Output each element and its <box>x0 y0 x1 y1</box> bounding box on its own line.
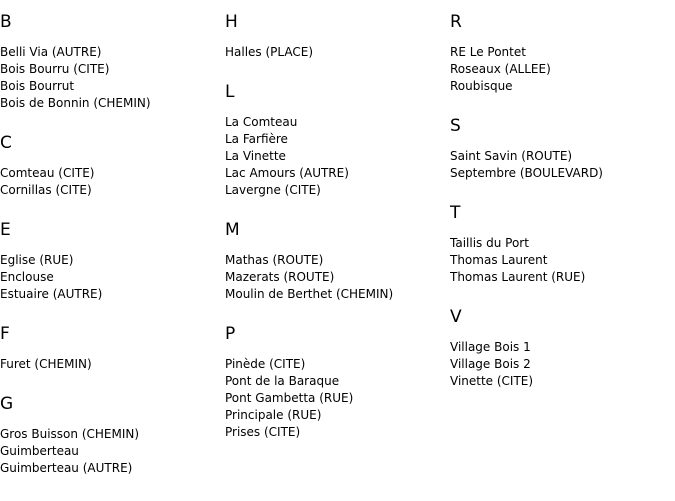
street-list <box>0 44 225 112</box>
street-link[interactable]: Pont Gambetta (RUE) <box>225 391 354 405</box>
street-list <box>450 339 675 390</box>
street-link[interactable]: Principale (RUE) <box>225 408 322 422</box>
letter-heading: H <box>225 12 238 32</box>
street-link[interactable]: Pont de la Baraque <box>225 374 340 388</box>
letter-heading: S <box>450 116 461 136</box>
street-link[interactable]: Enclouse <box>0 270 54 284</box>
letter-group-m <box>225 220 450 303</box>
street-link[interactable]: Village Bois 2 <box>450 357 531 371</box>
street-link[interactable]: La Comteau <box>225 115 298 129</box>
street-link[interactable]: Furet (CHEMIN) <box>0 357 92 371</box>
letter-heading: M <box>225 220 240 240</box>
street-list <box>0 356 225 373</box>
street-link[interactable]: Guimberteau (AUTRE) <box>0 461 133 475</box>
street-link[interactable]: Moulin de Berthet (CHEMIN) <box>225 287 394 301</box>
street-link[interactable]: Belli Via (AUTRE) <box>0 45 102 59</box>
letter-group-t <box>450 203 675 286</box>
letter-group-r <box>450 12 675 95</box>
street-list <box>450 235 675 286</box>
letter-heading: C <box>0 133 12 153</box>
street-link[interactable]: Lac Amours (AUTRE) <box>225 166 349 180</box>
letter-heading: L <box>225 82 235 102</box>
letter-group-b <box>0 12 225 112</box>
street-list <box>225 252 450 303</box>
letter-heading: E <box>0 220 11 240</box>
street-list <box>450 44 675 95</box>
letter-group-s <box>450 116 675 182</box>
letter-group-f <box>0 324 225 373</box>
street-list <box>225 356 450 441</box>
letter-group-c <box>0 133 225 199</box>
street-list <box>0 165 225 199</box>
directory-column-1 <box>0 12 225 498</box>
street-link[interactable]: RE Le Pontet <box>450 45 526 59</box>
street-list <box>0 426 225 477</box>
street-list <box>225 114 450 199</box>
street-link[interactable]: La Farfière <box>225 132 288 146</box>
letter-heading: V <box>450 307 462 327</box>
letter-heading: T <box>450 203 461 223</box>
street-link[interactable]: La Vinette <box>225 149 286 163</box>
street-link[interactable]: Roseaux (ALLEE) <box>450 62 551 76</box>
street-link[interactable]: Gros Buisson (CHEMIN) <box>0 427 140 441</box>
street-link[interactable]: Pinède (CITE) <box>225 357 306 371</box>
street-link[interactable]: Eglise (RUE) <box>0 253 74 267</box>
street-list <box>0 252 225 303</box>
street-link[interactable]: Vinette (CITE) <box>450 374 534 388</box>
letter-group-g <box>0 394 225 477</box>
street-link[interactable]: Mathas (ROUTE) <box>225 253 324 267</box>
street-link[interactable]: Bois Bourrut <box>0 79 75 93</box>
letter-heading: B <box>0 12 12 32</box>
street-link[interactable]: Bois de Bonnin (CHEMIN) <box>0 96 151 110</box>
street-link[interactable]: Thomas Laurent (RUE) <box>450 270 586 284</box>
letter-heading: P <box>225 324 236 344</box>
letter-group-e <box>0 220 225 303</box>
letter-heading: F <box>0 324 10 344</box>
letter-group-l <box>225 82 450 199</box>
street-link[interactable]: Comteau (CITE) <box>0 166 95 180</box>
street-link[interactable]: Cornillas (CITE) <box>0 183 92 197</box>
street-link[interactable]: Prises (CITE) <box>225 425 301 439</box>
street-link[interactable]: Village Bois 1 <box>450 340 531 354</box>
street-link[interactable]: Thomas Laurent <box>450 253 548 267</box>
street-link[interactable]: Mazerats (ROUTE) <box>225 270 335 284</box>
letter-heading: G <box>0 394 14 414</box>
street-link[interactable]: Taillis du Port <box>450 236 529 250</box>
street-link[interactable]: Saint Savin (ROUTE) <box>450 149 573 163</box>
letter-heading: R <box>450 12 462 32</box>
street-link[interactable]: Roubisque <box>450 79 513 93</box>
letter-group-h <box>225 12 450 61</box>
street-list <box>450 148 675 182</box>
directory-column-2 <box>225 12 450 462</box>
street-link[interactable]: Guimberteau <box>0 444 79 458</box>
street-link[interactable]: Estuaire (AUTRE) <box>0 287 103 301</box>
directory-column-3 <box>450 12 675 411</box>
street-link[interactable]: Lavergne (CITE) <box>225 183 321 197</box>
street-link[interactable]: Halles (PLACE) <box>225 45 314 59</box>
street-link[interactable]: Bois Bourru (CITE) <box>0 62 110 76</box>
street-list <box>225 44 450 61</box>
street-link[interactable]: Septembre (BOULEVARD) <box>450 166 603 180</box>
letter-group-v <box>450 307 675 390</box>
letter-group-p <box>225 324 450 441</box>
